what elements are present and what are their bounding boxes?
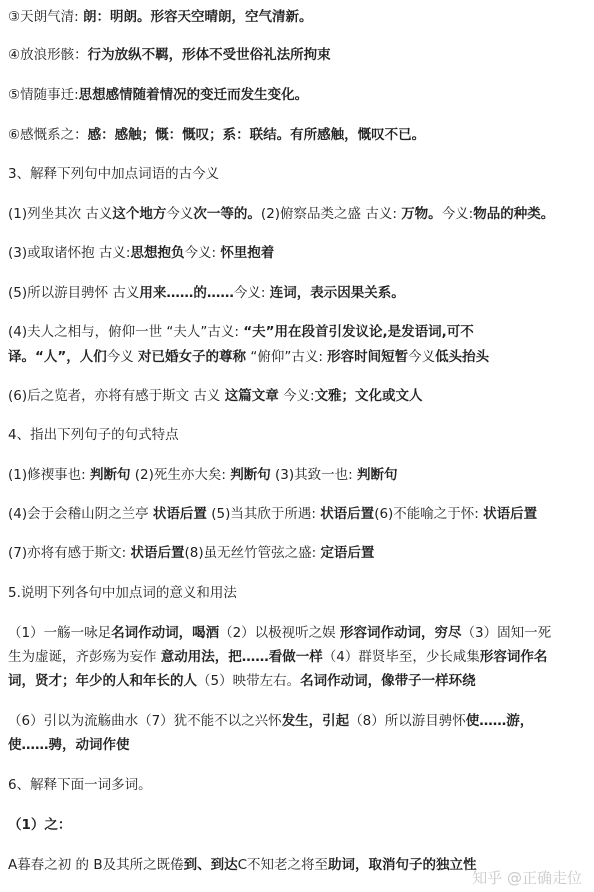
question-text: A暮春之初 的 B及其所之既倦 [8, 857, 184, 873]
text-line [8, 205, 588, 223]
question-text: 今义 [106, 349, 139, 365]
text-line [8, 165, 588, 183]
answer-text: 这个地方 [112, 206, 167, 222]
question-text: (3)其致一也: [270, 467, 357, 483]
text-line [8, 8, 588, 26]
question-text: (5)当其欣于所遇: [206, 506, 321, 522]
text-line [8, 86, 588, 104]
question-text: (6)不能喻之于怀: [374, 506, 484, 522]
answer-text: 物品的种类。 [473, 206, 555, 222]
answer-text: 词，贤才；年少的人和年长的人 [8, 673, 197, 689]
question-text: （2）以极视听之娱 [219, 625, 340, 641]
answer-text: 译。“人”，人们 [8, 349, 107, 365]
question-text: （8）所以游目骋怀 [349, 713, 466, 729]
question-text: 5.说明下列各句中加点词的意义和用法 [8, 585, 237, 601]
text-line [8, 712, 588, 730]
answer-text: 名词作动词，喝酒 [111, 625, 220, 641]
answer-text: 文雅；文化或文人 [314, 388, 423, 404]
question-text: ⑥感慨系之： [8, 127, 88, 143]
text-line [8, 426, 588, 444]
answer-text: 思想抱负 [130, 245, 185, 261]
answer-text: 次一等的。 [193, 206, 261, 222]
text-line [8, 505, 588, 523]
question-text: 生为虚诞，齐彭殇为妄作 [8, 649, 161, 665]
answer-text: 名词作动词，像带子一样环绕 [300, 673, 476, 689]
answer-text: 这篇文章 [224, 388, 279, 404]
answer-text: 助词，取消句子的独立性 [328, 857, 477, 873]
question-text: ④放浪形骸： [8, 47, 88, 63]
answer-text: 用来……的…… [139, 285, 234, 301]
text-line [8, 544, 588, 562]
text-line [8, 584, 588, 602]
question-text: 今义: [184, 245, 221, 261]
text-line [8, 244, 588, 262]
answer-text: 判断句 [357, 467, 398, 483]
text-line [8, 624, 588, 642]
answer-text: 形容词作名 [479, 649, 548, 665]
text-line [8, 672, 588, 690]
question-text: （5）映带左右。 [197, 673, 301, 689]
answer-text: 判断句 [89, 467, 131, 483]
text-line [8, 387, 588, 405]
text-line [8, 348, 588, 366]
answer-text: 行为放纵不羁，形体不受世俗礼法所拘束 [87, 47, 331, 63]
answer-text: 状语后置 [152, 506, 207, 522]
question-text: C不知老之将至 [237, 857, 329, 873]
answer-text: 形容时间短暂 [327, 349, 409, 365]
answer-text: 到、到达 [183, 857, 238, 873]
question-text: （1）一觞一咏足 [8, 625, 112, 641]
text-line [8, 736, 588, 754]
answer-text: （1）之： [8, 817, 72, 833]
answer-text: 低头抬头 [435, 349, 490, 365]
question-text: 4、指出下列句子的句式特点 [8, 427, 179, 443]
question-text: (4)夫人之相与，俯仰一世 “夫人”古义: [8, 324, 244, 340]
answer-text: 使……骋，动词作使 [8, 737, 130, 753]
answer-text: 连词，表示因果关系。 [269, 285, 405, 301]
text-line [8, 284, 588, 302]
question-text: (5)所以游目骋怀 古义 [8, 285, 140, 301]
text-line [8, 46, 588, 64]
answer-text: 状语后置 [483, 506, 538, 522]
text-line [8, 126, 588, 144]
answer-text: 朗：明朗。形容天空晴朗，空气清新。 [82, 9, 313, 25]
answer-text: 对已婚女子的尊称 [138, 349, 247, 365]
text-line [8, 816, 588, 834]
answer-text: 定语后置 [320, 545, 375, 561]
answer-text: 万物。 [401, 206, 442, 222]
text-line [8, 323, 588, 341]
answer-text: 发生，引起 [281, 713, 350, 729]
answer-text: 怀里抱着 [220, 245, 275, 261]
question-text: 6、解释下面一词多词。 [8, 777, 152, 793]
question-text: （6）引以为流觞曲水（7）犹不能不以之兴怀 [8, 713, 282, 729]
answer-text: 状语后置 [130, 545, 185, 561]
question-text: (1)修禊事也: [8, 467, 90, 483]
text-line [8, 776, 588, 794]
question-text: 今义: [278, 388, 315, 404]
question-text: (4)会于会稽山阴之兰亭 [8, 506, 153, 522]
question-text: “俯仰”古义: [246, 349, 328, 365]
text-line [8, 466, 588, 484]
question-text: (6)后之览者，亦将有感于斯文 古义 [8, 388, 225, 404]
question-text: (8)虽无丝竹管弦之盛: [184, 545, 321, 561]
question-text: (7)亦将有感于斯文: [8, 545, 131, 561]
answer-text: 状语后置 [320, 506, 375, 522]
watermark: 知乎 @正确走位 [472, 869, 582, 887]
question-text: 今义: [441, 206, 474, 222]
question-text: (3)或取诸怀抱 古义: [8, 245, 131, 261]
question-text: （3）固知一死 [461, 625, 552, 641]
answer-text: 感：感触；慨：慨叹；系：联结。有所感触，慨叹不已。 [87, 127, 426, 143]
answer-text: 判断句 [230, 467, 271, 483]
answer-text: 使……游， [465, 713, 534, 729]
question-text: （4）群贤毕至，少长咸集 [322, 649, 480, 665]
question-text: (2)死生亦大矣: [130, 467, 231, 483]
answer-text: 形容词作动词，穷尽 [339, 625, 462, 641]
question-text: ⑤情随事迁: [8, 87, 79, 103]
question-text: 3、解释下列句中加点词语的古今义 [8, 166, 220, 182]
question-text: (1)列坐其次 古义 [8, 206, 113, 222]
question-text: 今义: [233, 285, 270, 301]
question-text: 今义 [408, 349, 436, 365]
question-text: ③天朗气清: [8, 9, 83, 25]
question-text: (2)俯察品类之盛 古义: [260, 206, 402, 222]
answer-text: “夫”用在段首引发议论,是发语词,可不 [243, 324, 474, 340]
text-line [8, 648, 588, 666]
answer-text: 思想感情随着情况的变迁而发生变化。 [78, 87, 309, 103]
answer-text: 意动用法，把……看做一样 [160, 649, 323, 665]
question-text: 今义 [166, 206, 194, 222]
